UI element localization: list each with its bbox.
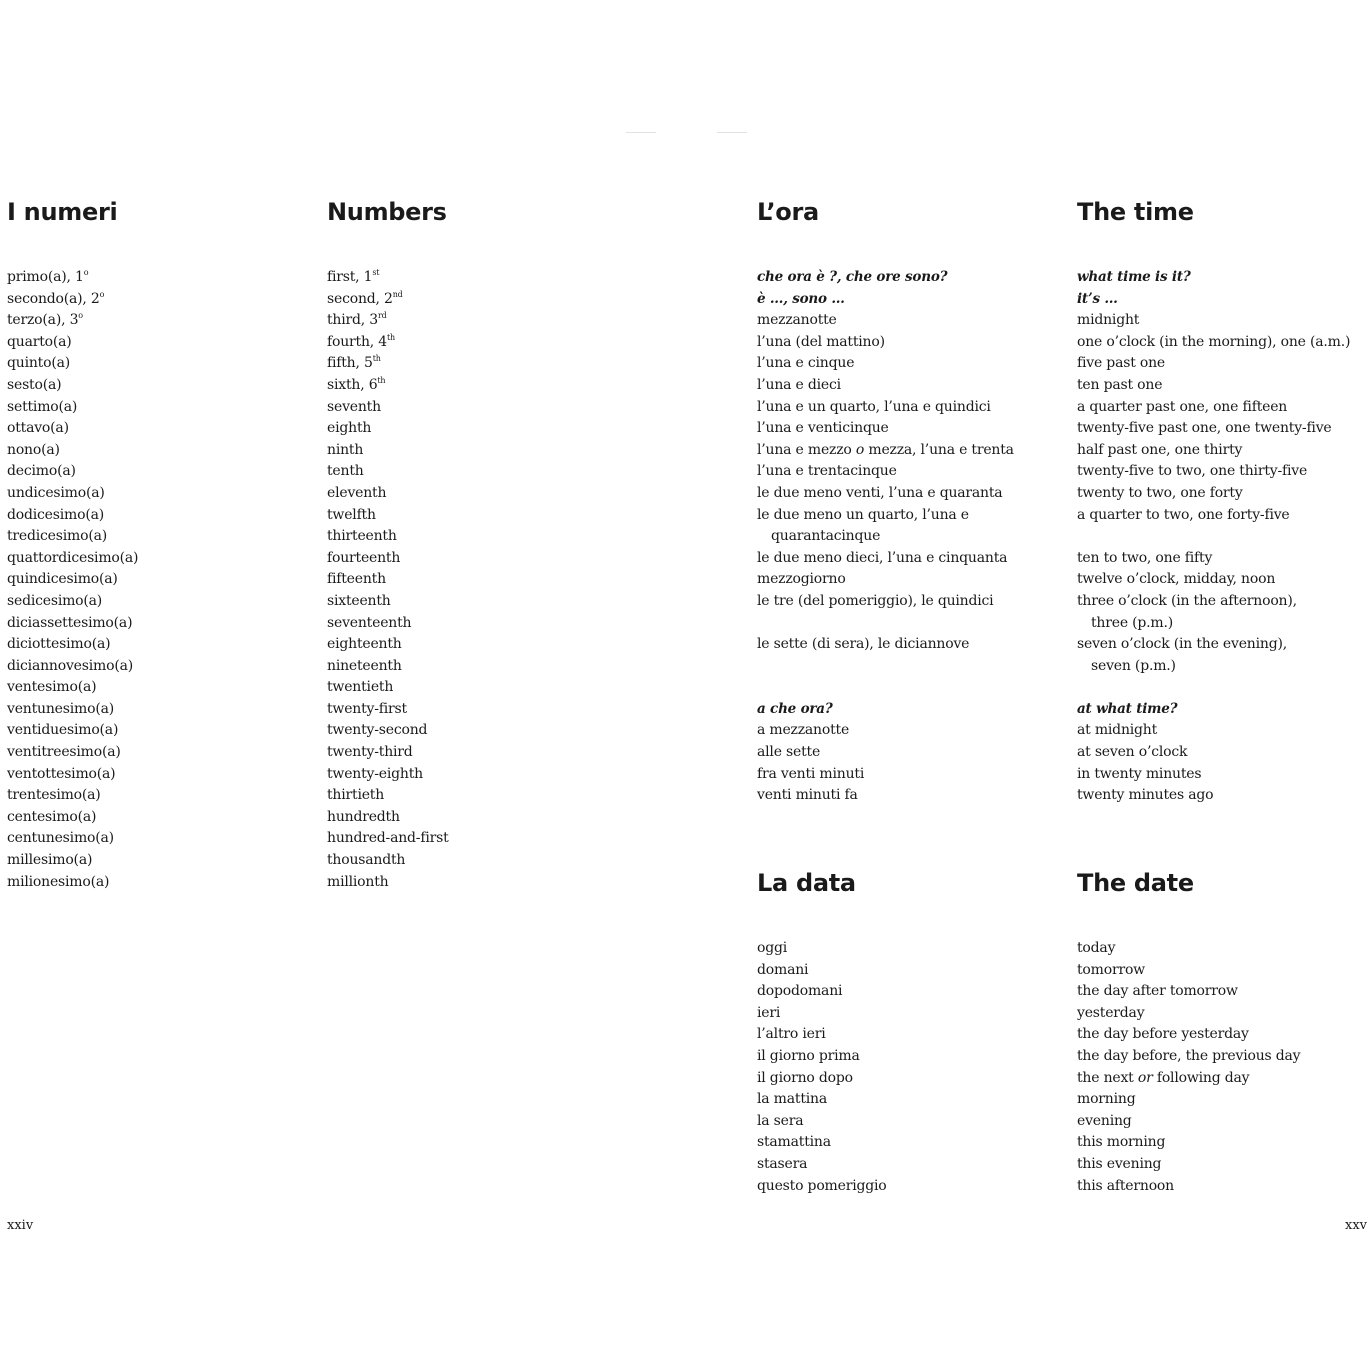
list-item xyxy=(327,267,449,289)
list-item xyxy=(327,440,449,462)
entry-text: millionth xyxy=(327,873,389,890)
entry-text: ninth xyxy=(327,441,364,458)
list-item xyxy=(1077,699,1350,721)
entry-text: third, 3 xyxy=(327,312,378,329)
entry-text: five past one xyxy=(1077,355,1166,372)
date-it-list xyxy=(757,938,887,1197)
entry-text: eleventh xyxy=(327,484,387,501)
list-item xyxy=(757,613,1014,635)
entry-text: l’una e venticinque xyxy=(757,420,889,437)
list-item xyxy=(1077,960,1300,982)
ordinal-suffix: th xyxy=(372,354,381,364)
list-item xyxy=(1077,1089,1300,1111)
entry-text: quarto(a) xyxy=(7,333,72,350)
entry-text: this evening xyxy=(1077,1155,1162,1172)
list-item xyxy=(757,310,1014,332)
ordinal-suffix: nd xyxy=(392,289,403,299)
entry-text: mezzogiorno xyxy=(757,571,846,588)
list-item xyxy=(757,569,1014,591)
list-item xyxy=(757,938,887,960)
entry-text: ieri xyxy=(757,1004,781,1021)
list-item xyxy=(757,267,1014,289)
list-item xyxy=(757,1024,887,1046)
entry-text: twelfth xyxy=(327,506,376,523)
entry-text: twenty-five to two, one thirty-five xyxy=(1077,463,1308,480)
list-item xyxy=(1077,505,1350,527)
list-item xyxy=(7,850,138,872)
list-item xyxy=(757,656,1014,678)
entry-text: millesimo(a) xyxy=(7,852,93,869)
list-item xyxy=(7,807,138,829)
page-number-left: xxiv xyxy=(7,1218,34,1233)
list-item xyxy=(7,267,138,289)
numbers-en-heading: Numbers xyxy=(327,198,447,226)
entry-text: oggi xyxy=(757,940,788,956)
list-item xyxy=(7,332,138,354)
list-item xyxy=(327,310,449,332)
entry-text: ventesimo(a) xyxy=(7,679,97,696)
list-item xyxy=(757,548,1014,570)
list-item xyxy=(7,720,138,742)
list-item xyxy=(7,483,138,505)
entry-text: at seven o’clock xyxy=(1077,744,1188,761)
list-item xyxy=(1077,764,1350,786)
entry-text: a che ora? xyxy=(757,700,833,717)
entry-text: ventiduesimo(a) xyxy=(7,722,119,739)
list-item xyxy=(327,613,449,635)
list-item xyxy=(1077,483,1350,505)
entry-text: venti minuti fa xyxy=(757,787,858,804)
list-item xyxy=(327,418,449,440)
list-item xyxy=(757,353,1014,375)
list-item xyxy=(1077,548,1350,570)
entry-text: twelve o’clock, midday, noon xyxy=(1077,571,1276,588)
entry-text: the day after tomorrow xyxy=(1077,983,1238,1000)
list-item xyxy=(7,310,138,332)
list-item xyxy=(7,591,138,613)
list-item xyxy=(757,1046,887,1068)
list-item xyxy=(7,569,138,591)
list-item xyxy=(1077,1111,1300,1133)
entry-text: l’una e cinque xyxy=(757,355,855,372)
list-item xyxy=(757,1132,887,1154)
list-item xyxy=(1077,267,1350,289)
entry-text: il giorno prima xyxy=(757,1047,860,1064)
entry-text: centunesimo(a) xyxy=(7,830,114,847)
entry-text: second, 2 xyxy=(327,290,393,307)
list-item xyxy=(1077,591,1350,613)
entry-conjunction: or xyxy=(1137,1069,1153,1086)
list-item xyxy=(7,828,138,850)
entry-text: primo(a), 1 xyxy=(7,269,84,285)
list-item xyxy=(757,785,1014,807)
top-rule-left xyxy=(626,132,656,133)
entry-text: twenty-five past one, one twenty-five xyxy=(1077,420,1332,437)
list-item xyxy=(757,960,887,982)
list-item xyxy=(327,353,449,375)
list-item xyxy=(757,634,1014,656)
entry-text: ten past one xyxy=(1077,376,1163,393)
list-item xyxy=(7,548,138,570)
ordinal-suffix: o xyxy=(83,268,89,277)
entry-text: tredicesimo(a) xyxy=(7,528,108,545)
entry-text: seventeenth xyxy=(327,614,412,631)
list-item xyxy=(327,656,449,678)
entry-text: in twenty minutes xyxy=(1077,765,1202,782)
list-item xyxy=(757,397,1014,419)
time-en-list xyxy=(1077,267,1350,807)
entry-text: what time is it? xyxy=(1077,269,1191,285)
entry-text: one o’clock (in the morning), one (a.m.) xyxy=(1077,333,1351,350)
entry-text: ten to two, one fifty xyxy=(1077,549,1213,566)
entry-text: l’altro ieri xyxy=(757,1026,826,1043)
list-item xyxy=(1077,981,1300,1003)
list-item xyxy=(1077,569,1350,591)
ordinal-suffix: o xyxy=(99,289,105,299)
entry-text: nineteenth xyxy=(327,657,402,674)
list-item xyxy=(7,872,138,894)
entry-text: fourteenth xyxy=(327,549,401,566)
entry-text: it’s … xyxy=(1077,290,1118,307)
list-item xyxy=(327,720,449,742)
list-item xyxy=(1077,1046,1300,1068)
entry-text: ventunesimo(a) xyxy=(7,700,114,717)
list-item xyxy=(7,461,138,483)
entry-text-cont: mezza, l’una e trenta xyxy=(864,441,1014,458)
entry-text: ventitreesimo(a) xyxy=(7,744,121,761)
ordinal-suffix: rd xyxy=(377,311,387,321)
list-item xyxy=(1077,785,1350,807)
list-item xyxy=(1077,440,1350,462)
list-item xyxy=(1077,1003,1300,1025)
list-item xyxy=(1077,397,1350,419)
entry-text: at midnight xyxy=(1077,722,1158,739)
list-item xyxy=(7,634,138,656)
entry-text: undicesimo(a) xyxy=(7,484,105,501)
list-item xyxy=(757,440,1014,462)
entry-text: half past one, one thirty xyxy=(1077,441,1243,458)
entry-text: è …, sono … xyxy=(757,290,845,307)
entry-text: twenty to two, one forty xyxy=(1077,484,1243,501)
numbers-it-heading: I numeri xyxy=(7,198,118,226)
entry-text: mezzanotte xyxy=(757,312,837,329)
list-item xyxy=(757,742,1014,764)
entry-text: twenty minutes ago xyxy=(1077,787,1214,804)
entry-text: diciassettesimo(a) xyxy=(7,614,133,631)
entry-text: evening xyxy=(1077,1112,1132,1129)
entry-text: hundred-and-first xyxy=(327,830,449,847)
list-item xyxy=(7,699,138,721)
entry-text: ventottesimo(a) xyxy=(7,765,116,782)
entry-text: ottavo(a) xyxy=(7,420,69,437)
entry-text: the day before yesterday xyxy=(1077,1026,1249,1043)
list-item xyxy=(1077,634,1350,656)
list-item xyxy=(1077,526,1350,548)
entry-text: sixteenth xyxy=(327,592,391,609)
entry-text: a quarter past one, one fifteen xyxy=(1077,398,1288,415)
list-item xyxy=(757,764,1014,786)
ordinal-suffix: th xyxy=(386,332,395,342)
entry-text: this afternoon xyxy=(1077,1177,1174,1194)
time-it-heading: L’ora xyxy=(757,198,819,226)
list-item xyxy=(757,699,1014,721)
list-item xyxy=(757,505,1014,527)
list-item xyxy=(327,828,449,850)
list-item xyxy=(1077,656,1350,678)
entry-text: l’una e dieci xyxy=(757,376,841,393)
list-item xyxy=(7,375,138,397)
entry-text: fourth, 4 xyxy=(327,333,387,350)
entry-text: yesterday xyxy=(1077,1004,1145,1021)
list-item xyxy=(757,1089,887,1111)
entry-text: midnight xyxy=(1077,312,1140,329)
entry-text: hundredth xyxy=(327,808,400,825)
list-item xyxy=(7,613,138,635)
entry-text: fifth, 5 xyxy=(327,355,373,372)
entry-text: alle sette xyxy=(757,744,821,761)
top-rule-right xyxy=(717,132,747,133)
list-item xyxy=(327,591,449,613)
list-item xyxy=(757,1154,887,1176)
entry-text: first, 1 xyxy=(327,269,373,285)
list-item xyxy=(1077,613,1350,635)
entry-text: nono(a) xyxy=(7,441,60,458)
date-en-heading: The date xyxy=(1077,869,1194,897)
list-item xyxy=(757,418,1014,440)
list-item xyxy=(7,656,138,678)
list-item xyxy=(1077,1132,1300,1154)
entry-text: twenty-second xyxy=(327,722,428,739)
entry-text: tomorrow xyxy=(1077,961,1145,978)
numbers-it-list xyxy=(7,267,138,893)
list-item xyxy=(757,1111,887,1133)
list-item xyxy=(7,742,138,764)
entry-text: le tre (del pomeriggio), le quindici xyxy=(757,592,994,609)
list-item xyxy=(1077,353,1350,375)
list-item xyxy=(7,526,138,548)
entry-text: dodicesimo(a) xyxy=(7,506,104,523)
entry-text: le due meno venti, l’una e quaranta xyxy=(757,484,1003,501)
entry-text: l’una (del mattino) xyxy=(757,333,885,350)
list-item xyxy=(757,981,887,1003)
entry-text: thirteenth xyxy=(327,528,397,545)
list-item xyxy=(757,591,1014,613)
entry-text: thousandth xyxy=(327,852,406,869)
entry-text: diciannovesimo(a) xyxy=(7,657,133,674)
entry-text: sixth, 6 xyxy=(327,376,378,393)
entry-text: trentesimo(a) xyxy=(7,787,101,804)
list-item xyxy=(1077,677,1350,699)
ordinal-suffix: st xyxy=(372,268,380,277)
list-item xyxy=(1077,375,1350,397)
time-it-list xyxy=(757,267,1014,807)
time-en-heading: The time xyxy=(1077,198,1194,226)
list-item xyxy=(327,807,449,829)
entry-text: le due meno dieci, l’una e cinquanta xyxy=(757,549,1008,566)
entry-text: seventh xyxy=(327,398,381,415)
list-item xyxy=(757,289,1014,311)
list-item xyxy=(327,569,449,591)
entry-text: today xyxy=(1077,940,1116,956)
list-item xyxy=(1077,742,1350,764)
entry-text: la mattina xyxy=(757,1091,827,1108)
list-item xyxy=(7,397,138,419)
list-item xyxy=(757,461,1014,483)
entry-text: sesto(a) xyxy=(7,376,62,393)
date-en-list xyxy=(1077,938,1300,1197)
entry-text: a quarter to two, one forty-five xyxy=(1077,506,1290,523)
list-item xyxy=(327,677,449,699)
list-item xyxy=(757,483,1014,505)
entry-text: twentieth xyxy=(327,679,394,696)
list-item xyxy=(7,289,138,311)
entry-text: milionesimo(a) xyxy=(7,873,110,890)
list-item xyxy=(757,332,1014,354)
entry-text: terzo(a), 3 xyxy=(7,312,79,329)
list-item xyxy=(1077,1068,1300,1090)
list-item xyxy=(327,289,449,311)
list-item xyxy=(757,720,1014,742)
list-item xyxy=(327,634,449,656)
entry-text: decimo(a) xyxy=(7,463,76,480)
list-item xyxy=(327,526,449,548)
page-number-right: xxv xyxy=(1344,1218,1367,1233)
entry-text-cont: following day xyxy=(1152,1069,1250,1086)
list-item xyxy=(1077,938,1300,960)
entry-text: eighteenth xyxy=(327,636,402,653)
list-item xyxy=(757,526,1014,548)
entry-text: quinto(a) xyxy=(7,355,70,372)
entry-text: l’una e un quarto, l’una e quindici xyxy=(757,398,991,415)
list-item xyxy=(1077,310,1350,332)
list-item xyxy=(1077,461,1350,483)
numbers-en-list xyxy=(327,267,449,893)
entry-text: sedicesimo(a) xyxy=(7,592,103,609)
entry-text: seven o’clock (in the evening), xyxy=(1077,636,1287,653)
ordinal-suffix: th xyxy=(377,375,386,385)
entry-text: eighth xyxy=(327,420,372,437)
list-item xyxy=(327,764,449,786)
entry-text: morning xyxy=(1077,1091,1136,1108)
entry-text: the next xyxy=(1077,1069,1138,1086)
list-item xyxy=(327,742,449,764)
list-item xyxy=(1077,1176,1300,1198)
list-item xyxy=(1077,1024,1300,1046)
entry-text: twenty-third xyxy=(327,744,413,761)
entry-text: three (p.m.) xyxy=(1091,614,1174,631)
entry-text: secondo(a), 2 xyxy=(7,290,100,307)
entry-text: thirtieth xyxy=(327,787,385,804)
list-item xyxy=(327,461,449,483)
entry-text: dopodomani xyxy=(757,983,843,1000)
entry-text: la sera xyxy=(757,1112,804,1129)
list-item xyxy=(7,440,138,462)
entry-text: three o’clock (in the afternoon), xyxy=(1077,592,1297,609)
list-item xyxy=(757,677,1014,699)
list-item xyxy=(757,1003,887,1025)
entry-text: this morning xyxy=(1077,1134,1166,1151)
list-item xyxy=(7,505,138,527)
entry-text: che ora è ?, che ore sono? xyxy=(757,269,948,285)
list-item xyxy=(327,332,449,354)
date-it-heading: La data xyxy=(757,869,856,897)
entry-text: fifteenth xyxy=(327,571,386,588)
entry-text: twenty-eighth xyxy=(327,765,423,782)
list-item xyxy=(7,764,138,786)
list-item xyxy=(757,375,1014,397)
list-item xyxy=(7,353,138,375)
list-item xyxy=(1077,289,1350,311)
entry-text: twenty-first xyxy=(327,700,407,717)
entry-text: l’una e mezzo xyxy=(757,441,856,458)
entry-conjunction: o xyxy=(855,441,865,458)
entry-text: stamattina xyxy=(757,1134,831,1151)
list-item xyxy=(327,785,449,807)
list-item xyxy=(327,548,449,570)
list-item xyxy=(757,1176,887,1198)
list-item xyxy=(1077,332,1350,354)
list-item xyxy=(1077,418,1350,440)
entry-text: fra venti minuti xyxy=(757,765,865,782)
list-item xyxy=(7,418,138,440)
entry-text: tenth xyxy=(327,463,364,480)
entry-text: quattordicesimo(a) xyxy=(7,549,139,566)
list-item xyxy=(1077,1154,1300,1176)
entry-text: settimo(a) xyxy=(7,398,78,415)
list-item xyxy=(757,1068,887,1090)
entry-text: centesimo(a) xyxy=(7,808,97,825)
entry-text: domani xyxy=(757,961,809,978)
list-item xyxy=(327,699,449,721)
entry-text: the day before, the previous day xyxy=(1077,1047,1301,1064)
entry-text: quarantacinque xyxy=(771,528,881,545)
list-item xyxy=(327,850,449,872)
entry-text: le due meno un quarto, l’una e xyxy=(757,506,969,523)
list-item xyxy=(327,397,449,419)
entry-text: l’una e trentacinque xyxy=(757,463,897,480)
entry-text: questo pomeriggio xyxy=(757,1177,887,1194)
list-item xyxy=(327,505,449,527)
list-item xyxy=(327,375,449,397)
entry-text: le sette (di sera), le diciannove xyxy=(757,636,970,653)
list-item xyxy=(327,483,449,505)
list-item xyxy=(7,785,138,807)
list-item xyxy=(327,872,449,894)
ordinal-suffix: o xyxy=(78,311,83,321)
list-item xyxy=(7,677,138,699)
entry-text: at what time? xyxy=(1077,700,1178,717)
entry-text: quindicesimo(a) xyxy=(7,571,118,588)
entry-text: a mezzanotte xyxy=(757,722,850,739)
entry-text: seven (p.m.) xyxy=(1091,657,1176,674)
entry-text: il giorno dopo xyxy=(757,1069,853,1086)
entry-text: stasera xyxy=(757,1155,808,1172)
list-item xyxy=(1077,720,1350,742)
entry-text: diciottesimo(a) xyxy=(7,636,111,653)
